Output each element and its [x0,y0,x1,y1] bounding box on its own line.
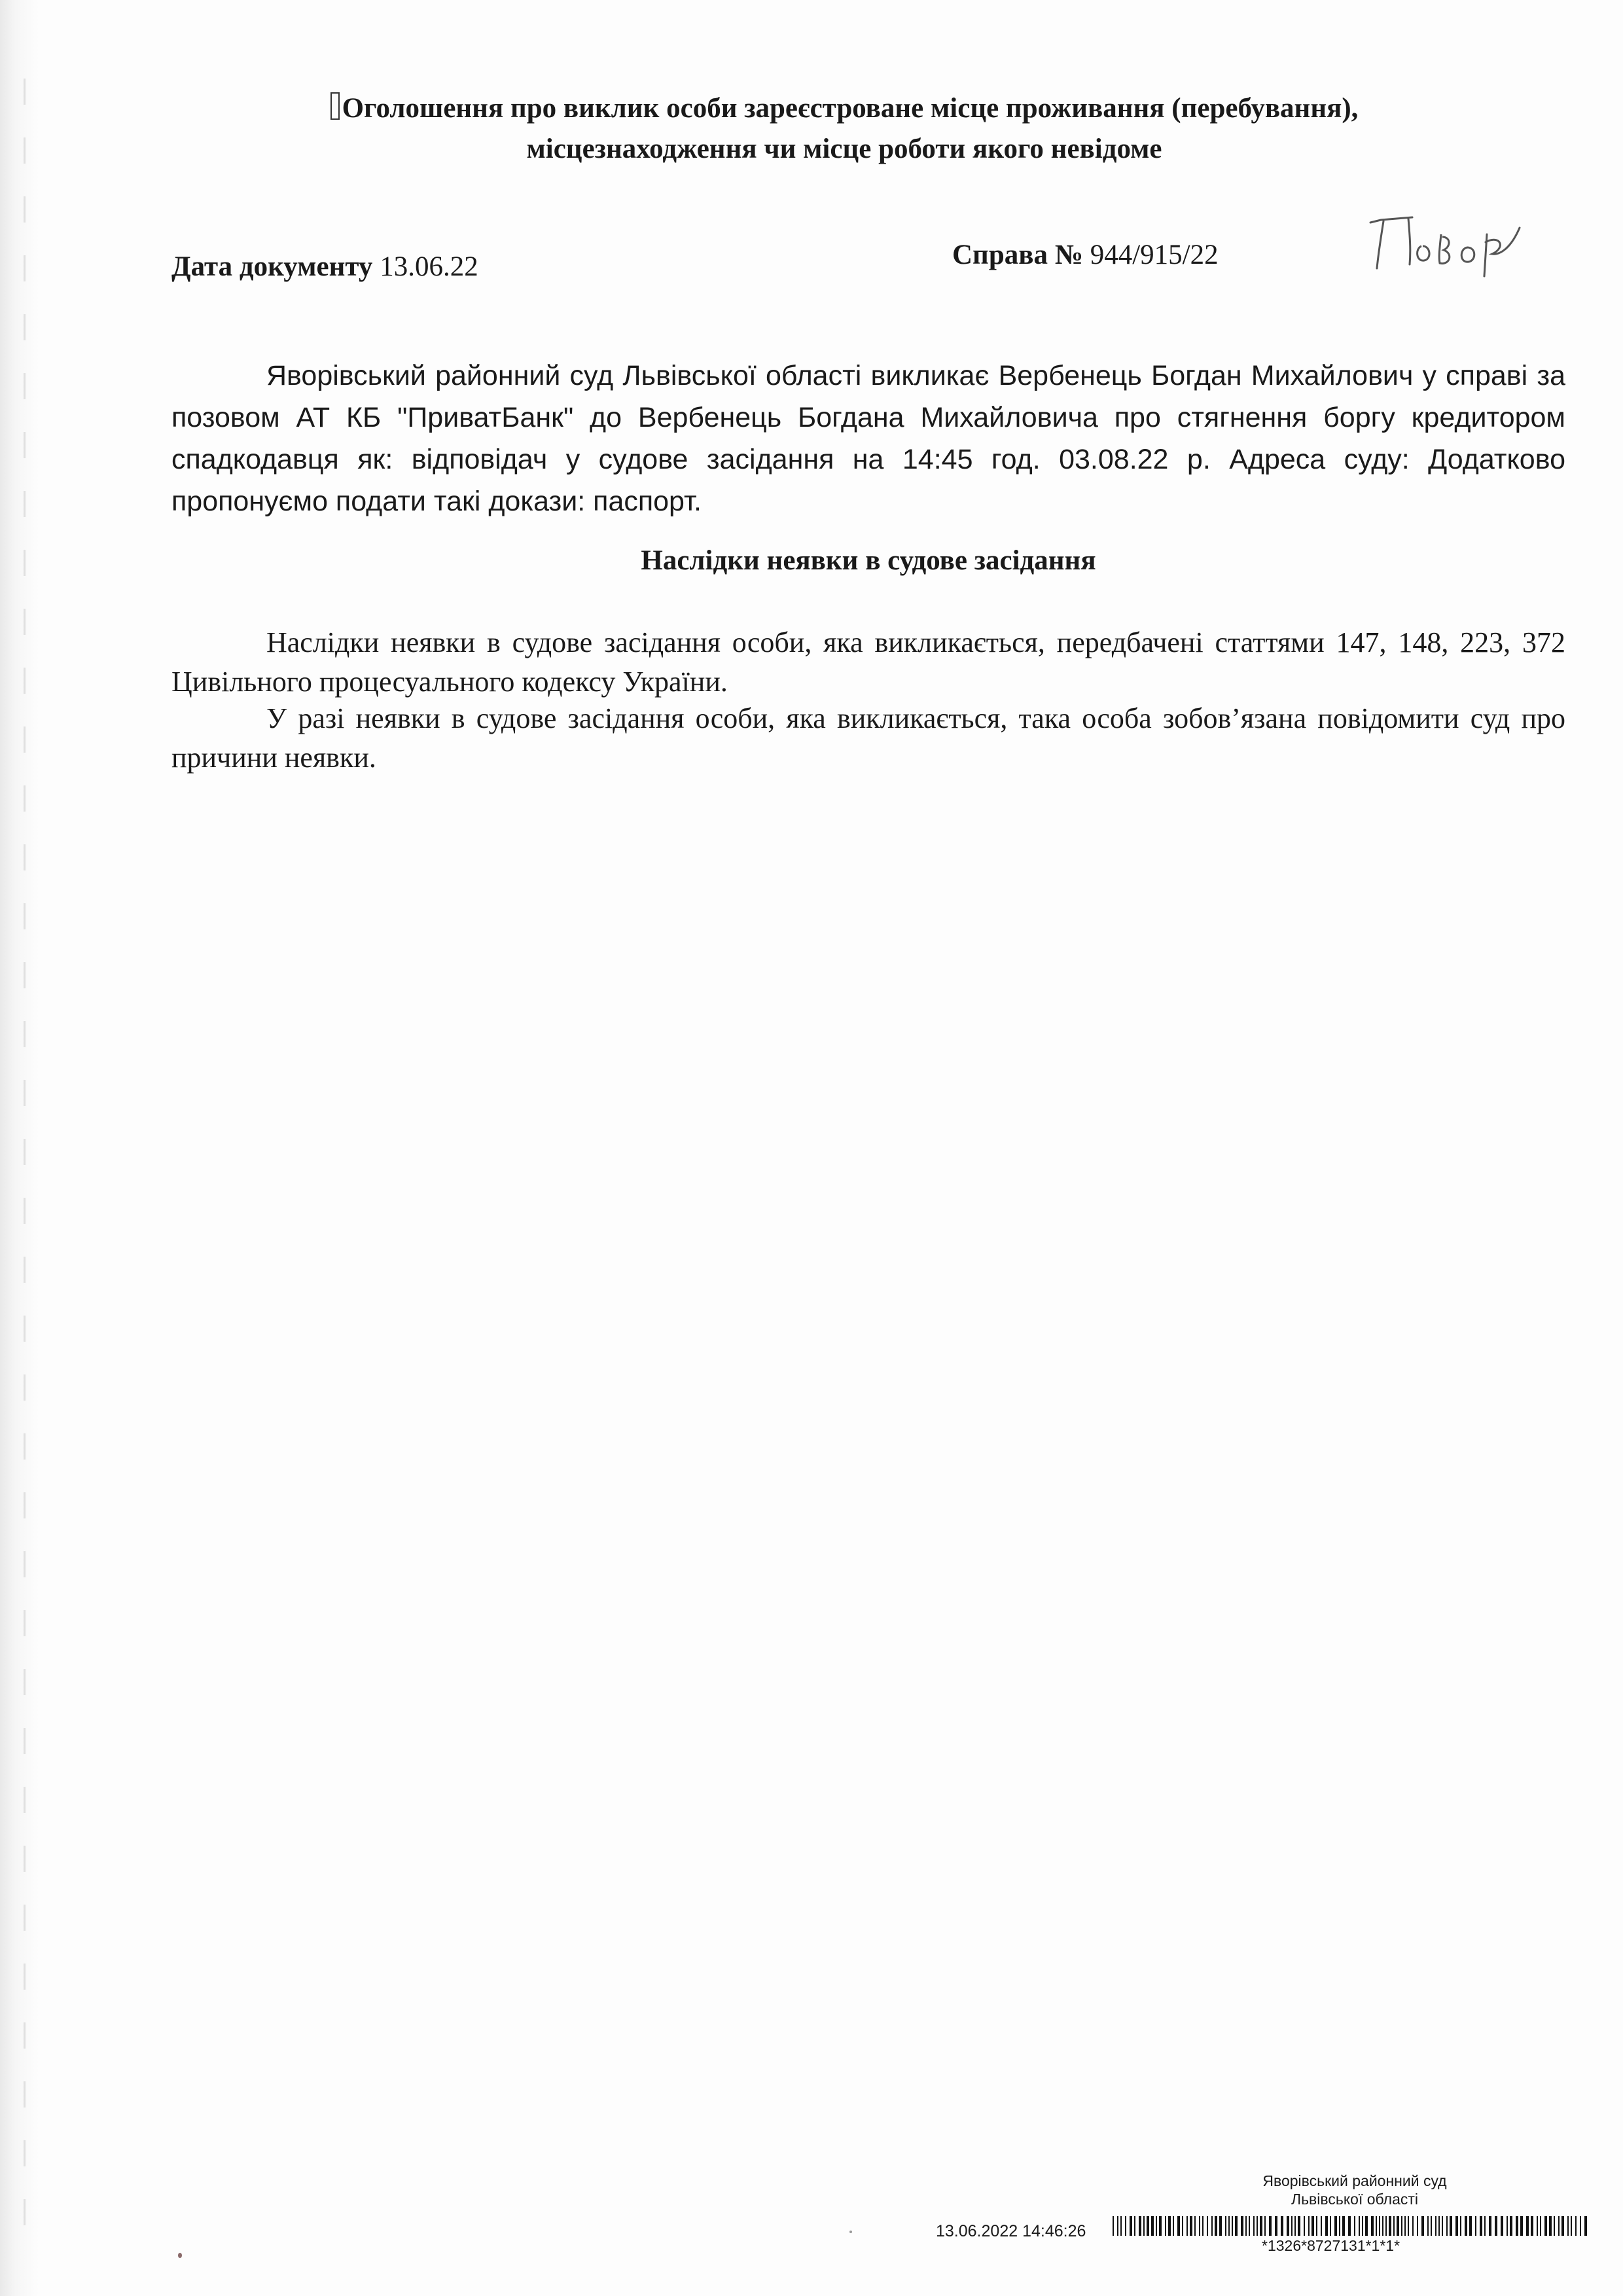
barcode-bar [1362,2216,1363,2236]
barcode-bar [1219,2216,1222,2236]
barcode-bar [1294,2216,1296,2236]
barcode-bar [1438,2216,1440,2236]
title-line-1 [223,88,1466,129]
barcode-bar [1359,2216,1360,2236]
barcode-bar [1531,2216,1533,2236]
barcode-bar [1469,2216,1472,2236]
barcode-bar [1540,2216,1541,2236]
barcode-bar [1190,2216,1192,2236]
barcode-bar [1281,2216,1283,2236]
barcode-bar [1291,2216,1293,2236]
barcode-bar [1194,2216,1196,2236]
date-value: 13.06.22 [380,251,478,282]
barcode-bar [1427,2216,1429,2236]
scan-edge-shadow [0,0,39,2296]
barcode-bar [1125,2216,1126,2236]
case-number [952,239,1219,271]
barcode-bar [1389,2216,1391,2236]
document-date [171,251,478,283]
barcode-bar [1264,2216,1266,2236]
barcode-bar [1376,2216,1377,2236]
barcode-bar [1342,2216,1345,2236]
barcode-bar [1182,2216,1183,2236]
barcode-bar [1215,2216,1217,2236]
date-label: Дата документу [171,251,373,282]
barcode-bar [1365,2216,1368,2236]
barcode-bar [1435,2216,1436,2236]
barcode-bar [1308,2216,1310,2236]
barcode-bar [1165,2216,1166,2236]
barcode-bar [1348,2216,1351,2236]
barcode-bar [1330,2216,1331,2236]
barcode-bar [1113,2216,1114,2236]
barcode-bar [1558,2216,1560,2236]
barcode-bar [1393,2216,1395,2236]
barcode-bar [1544,2216,1547,2236]
barcode-bar [1507,2216,1508,2236]
section-subtitle: Наслідки неявки в судове засідання [641,545,1096,576]
barcode-bar [1139,2216,1141,2236]
barcode-bar [1382,2216,1383,2236]
barcode-bar [1241,2216,1243,2236]
barcode-bar [1287,2216,1289,2236]
barcode-bar [1446,2216,1448,2236]
footer-court-line-2: Львівської області [1291,2191,1419,2208]
barcode-bar [1567,2216,1569,2236]
barcode-bar [1475,2216,1476,2236]
barcode-bar [1501,2216,1503,2236]
barcode-bar [1412,2216,1414,2236]
barcode-bar [1397,2216,1399,2236]
barcode-bar [1580,2216,1581,2236]
handwritten-note-signature [1361,208,1531,280]
scan-speck [849,2231,852,2233]
barcode-bar [1249,2216,1250,2236]
barcode-bar [1561,2216,1564,2236]
paragraph-consequences: Наслідки неявки в судове засідання особи, яка викликається, передбачені статтями 147, 148, 223, 372 Цивільного процесуального кодексу України. [171,626,1565,698]
barcode-bar [1379,2216,1380,2236]
title-line-1-text: Оголошення про виклик особи зареєстроване місце проживання (перебування), [342,93,1359,124]
barcode-bar [1401,2216,1402,2236]
barcode-bar [1225,2216,1226,2236]
barcode-bar [1311,2216,1314,2236]
barcode-bar [1516,2216,1518,2236]
barcode-bar [1159,2216,1162,2236]
barcode-bar [1537,2216,1538,2236]
barcode-bar [1442,2216,1443,2236]
paragraph-notify-court: У разі неявки в судове засідання особи, яка викликається, така особа зобов’язана повідомити суд про причини неявки. [171,702,1565,774]
barcode-bar [1575,2216,1577,2236]
barcode-bar [1321,2216,1322,2236]
barcode-bar [1186,2216,1188,2236]
barcode-bar [1495,2216,1497,2236]
case-label: Справа № [952,240,1083,270]
barcode-bar [1228,2216,1230,2236]
barcode-bar [1235,2216,1238,2236]
barcode-bar [1151,2216,1154,2236]
barcode-bar [1584,2216,1587,2236]
barcode-bar [1298,2216,1300,2236]
barcode-bar [1354,2216,1355,2236]
barcode-bar [1554,2216,1555,2236]
barcode-bar [1120,2216,1122,2236]
barcode-bar [1177,2216,1180,2236]
barcode-bar [1211,2216,1213,2236]
barcode-bar [1202,2216,1204,2236]
barcode-bar [1156,2216,1157,2236]
barcode-bar [1117,2216,1118,2236]
document-title [223,88,1466,170]
missing-glyph-icon [330,92,340,120]
barcode-bar [1417,2216,1418,2236]
barcode-bar [1571,2216,1572,2236]
barcode-bar [1431,2216,1432,2236]
barcode-bar [1232,2216,1233,2236]
scan-speck [178,2253,182,2258]
barcode-bar [1549,2216,1552,2236]
barcode-bar [1269,2216,1272,2236]
barcode-bar [1421,2216,1424,2236]
barcode-bar [1260,2216,1262,2236]
barcode-bar [1460,2216,1461,2236]
barcode-bar [1245,2216,1247,2236]
case-value: 944/915/22 [1090,240,1219,270]
footer-court-name [1230,2172,1479,2208]
barcode-bar [1325,2216,1328,2236]
barcode-bar [1520,2216,1523,2236]
barcode-bar [1339,2216,1340,2236]
barcode-bar [1253,2216,1255,2236]
barcode-bar [1484,2216,1486,2236]
barcode-bar [1143,2216,1145,2236]
barcode-bar [1207,2216,1208,2236]
barcode-icon [1113,2216,1590,2236]
barcode-bar [1199,2216,1200,2236]
scan-edge-line [24,79,26,2238]
barcode-bar [1173,2216,1174,2236]
footer-timestamp: 13.06.2022 14:46:26 [936,2222,1086,2240]
barcode-bar [1371,2216,1374,2236]
barcode-bar [1147,2216,1149,2236]
barcode-bar [1168,2216,1171,2236]
barcode-bar [1465,2216,1467,2236]
paragraph-summons: Яворівський районний суд Львівської області викликає Вербенець Богдан Михайлович у справі за позовом АТ КБ "ПриватБанк" до Вербенець Богдана Михайловича про стягнення боргу кредитором спадкодавця як: відповідач у судове засідання на 14:45 год. 03.08.22 р. Адреса суду: Додатково пропонуємо подати такі докази: паспорт. [171,360,1565,517]
footer-court-line-1: Яворівський районний суд [1262,2172,1447,2189]
barcode-bar [1526,2216,1529,2236]
barcode-bar [1480,2216,1482,2236]
barcode-bar [1134,2216,1135,2236]
barcode-bar [1510,2216,1512,2236]
barcode-bar [1404,2216,1406,2236]
barcode-bar [1450,2216,1452,2236]
barcode-bar [1489,2216,1491,2236]
barcode-bar [1408,2216,1409,2236]
barcode-bar [1304,2216,1305,2236]
barcode-bar [1275,2216,1277,2236]
barcode-bar [1130,2216,1132,2236]
barcode-bar [1257,2216,1258,2236]
barcode-text: *1326*8727131*1*1* [1262,2237,1400,2254]
barcode-bar [1455,2216,1458,2236]
barcode-bar [1385,2216,1387,2236]
barcode-bar [1316,2216,1317,2236]
title-line-2: місцезнаходження чи місце роботи якого невідоме [526,134,1162,164]
barcode-bar [1334,2216,1337,2236]
